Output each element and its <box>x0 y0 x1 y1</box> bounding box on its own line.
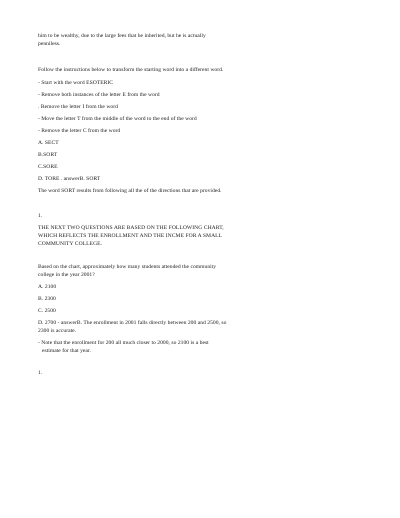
question-number: 1. <box>38 213 43 219</box>
step-5: - Remove the letter C from the word <box>38 128 121 134</box>
intro-line-1: him to be wealthy, due to the large fees that he inherited, but he is actually <box>38 33 206 39</box>
option-d-answer: D. TORE . answerB. SORT <box>38 176 101 182</box>
enroll-question-line-1: Based on the chart, approximately how many students attended the community <box>38 264 217 270</box>
option-c: C. 2500 <box>38 308 56 314</box>
note-line-2: estimate for that year. <box>42 348 91 354</box>
chart-intro-line-3: COMMUNITY COLLEGE. <box>38 241 103 247</box>
answer-line-1: D. 2700 - answerB. The enrollment in 2001 falls directly between 200 and 2500, so <box>38 320 227 326</box>
note-line-1: - Note that the enrollment for 200 all much closer to 2000, so 2100 is a best <box>38 340 209 346</box>
chart-intro-line-1: THE NEXT TWO QUESTIONS ARE BASED ON THE FOLLOWING CHART, <box>38 225 224 231</box>
step-1: - Start with the word ESOTERIC <box>38 80 114 86</box>
intro-line-2: penniless. <box>38 41 61 47</box>
word-explanation: The word SORT results from following all the of the directions that are provided. <box>38 188 222 194</box>
option-b: B. 2300 <box>38 296 56 302</box>
option-c: C.SORE <box>38 164 58 170</box>
enroll-question-line-2: college in the year 2001? <box>38 272 95 278</box>
answer-line-2: 2300 is accurate. <box>38 328 77 334</box>
step-4: - Move the letter T from the middle of the word to the end of the word <box>38 116 197 122</box>
option-a: A. 2100 <box>38 284 57 290</box>
step-3: . Remove the letter I from the word <box>38 104 118 110</box>
option-b: B.SORT <box>38 152 58 158</box>
question-number-2: 1. <box>38 370 43 376</box>
chart-intro-line-2: WHICH REFLECTS THE ENROLLMENT AND THE INCME FOR A SMALL <box>38 233 223 239</box>
step-2: - Remove both instances of the letter E from the word <box>38 92 160 98</box>
option-a: A. SECT <box>38 140 59 146</box>
word-instructions: Follow the instructions below to transform the starting word into a different word. <box>38 67 224 73</box>
